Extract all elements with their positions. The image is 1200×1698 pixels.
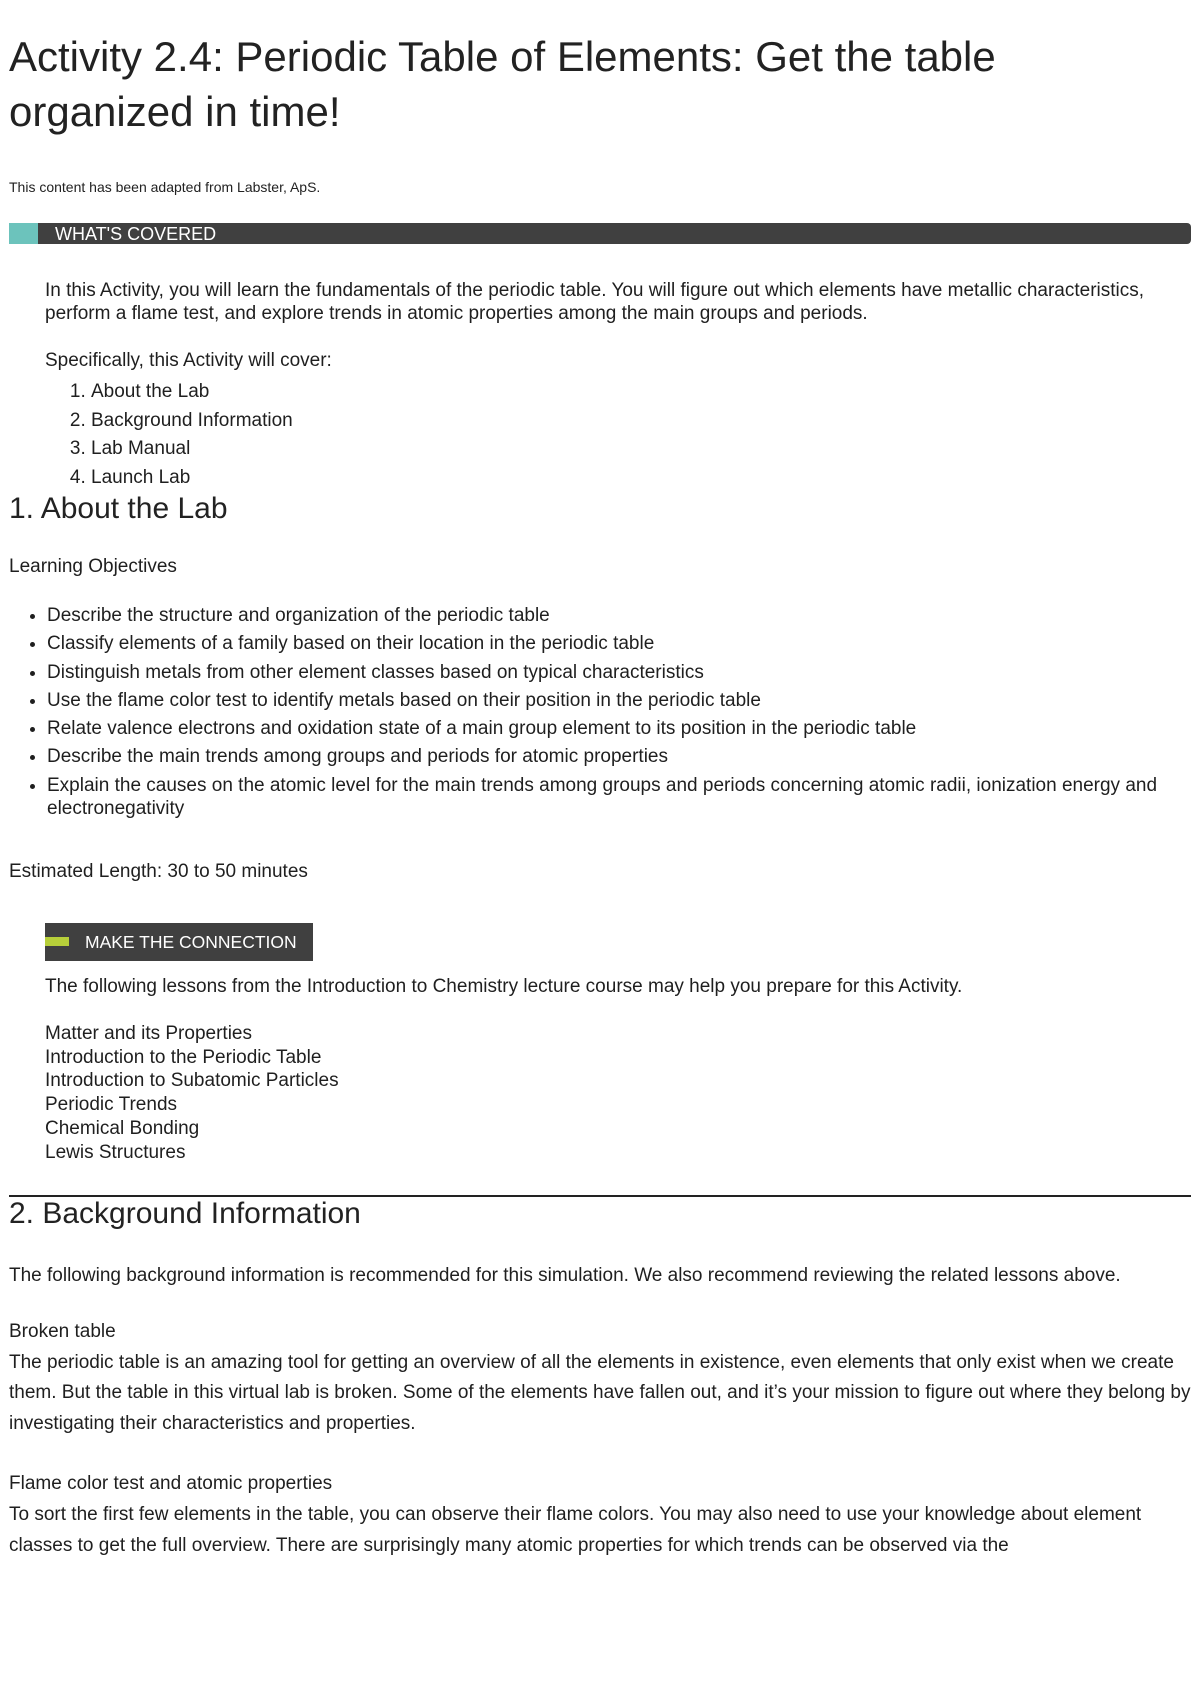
covered-item-background[interactable]: 2. Background Information — [91, 407, 1191, 436]
lesson-links — [45, 1022, 1191, 1165]
objective-item: • Describe the structure and organization of the periodic table — [47, 604, 1191, 628]
objective-item: • Distinguish metals from other element classes based on typical characteristics — [47, 661, 1191, 685]
lesson-link-chemical-bonding[interactable]: Chemical Bonding — [45, 1117, 200, 1139]
make-connection-section — [45, 923, 1191, 1165]
make-connection-accent — [45, 937, 69, 946]
objective-item: • Describe the main trends among groups and periods for atomic properties — [47, 745, 1191, 769]
whats-covered-accent — [9, 223, 38, 244]
background-heading: 2. Background Information — [9, 1196, 361, 1230]
lesson-link-periodic-table[interactable]: Introduction to the Periodic Table — [45, 1046, 322, 1068]
objectives-list — [9, 604, 1191, 821]
flame-test-heading: Flame color test and atomic properties — [9, 1473, 333, 1495]
background-intro: The following background information is recommended for this simulation. We also recommend reviewing the related lessons above. — [9, 1264, 1121, 1286]
objective-item: • Use the flame color test to identify metals based on their position in the periodic table — [47, 689, 1191, 713]
objective-item: • Relate valence electrons and oxidation state of a main group element to its position in the periodic table — [47, 717, 1191, 741]
whats-covered-specifically: Specifically, this Activity will cover: — [45, 350, 332, 371]
broken-table-text: The periodic table is an amazing tool for getting an overview of all the elements in existence, even elements that only exist when we create them. But the table in this virtual lab is broken. Some of the elements have fallen out, and it’s your mission to figure out where they belong by investigating their characteristics and properties. — [9, 1351, 1191, 1434]
page-title: Activity 2.4: Periodic Table of Elements: Get the table organized in time! — [9, 33, 996, 135]
whats-covered-body — [45, 279, 1191, 492]
covered-item-lab-manual[interactable]: 3. Lab Manual — [91, 435, 1191, 464]
make-connection-header — [45, 923, 313, 961]
about-lab-heading: 1. About the Lab — [9, 492, 228, 525]
lesson-link-periodic-trends[interactable]: Periodic Trends — [45, 1094, 178, 1116]
make-connection-intro: The following lessons from the Introduction to Chemistry lecture course may help you prepare for this Activity. — [45, 975, 963, 997]
lesson-link-lewis-structures[interactable]: Lewis Structures — [45, 1141, 186, 1163]
estimated-length: Estimated Length: 30 to 50 minutes — [9, 860, 308, 882]
learning-objectives-heading: Learning Objectives — [9, 556, 177, 577]
covered-list — [45, 378, 1191, 492]
objective-item: • Classify elements of a family based on their location in the periodic table — [47, 632, 1191, 656]
adapted-note: This content has been adapted from Labster, ApS. — [9, 179, 321, 195]
lesson-link-matter[interactable]: Matter and its Properties — [45, 1022, 252, 1044]
make-connection-label: MAKE THE CONNECTION — [85, 931, 297, 952]
flame-test-text: To sort the first few elements in the table, you can observe their flame colors. You may also need to use your knowledge about element classes to get the full overview. There are surprisingly many atomic properties for which trends can be observed via the — [9, 1504, 1142, 1556]
whats-covered-label: WHAT'S COVERED — [55, 224, 217, 244]
whats-covered-header — [9, 223, 1191, 244]
broken-table-heading: Broken table — [9, 1320, 116, 1342]
covered-item-launch-lab[interactable]: 4. Launch Lab — [91, 464, 1191, 493]
whats-covered-intro: In this Activity, you will learn the fundamentals of the periodic table. You will figure out which elements have metallic characteristics, perform a flame test, and explore trends in atomic properties among the main groups and periods. — [45, 280, 1145, 324]
objective-item: • Explain the causes on the atomic level for the main trends among groups and periods concerning atomic radii, ionization energy and electronegativity — [47, 774, 1191, 821]
covered-item-about-lab[interactable]: 1. About the Lab — [91, 378, 1191, 407]
lesson-link-subatomic[interactable]: Introduction to Subatomic Particles — [45, 1070, 339, 1092]
